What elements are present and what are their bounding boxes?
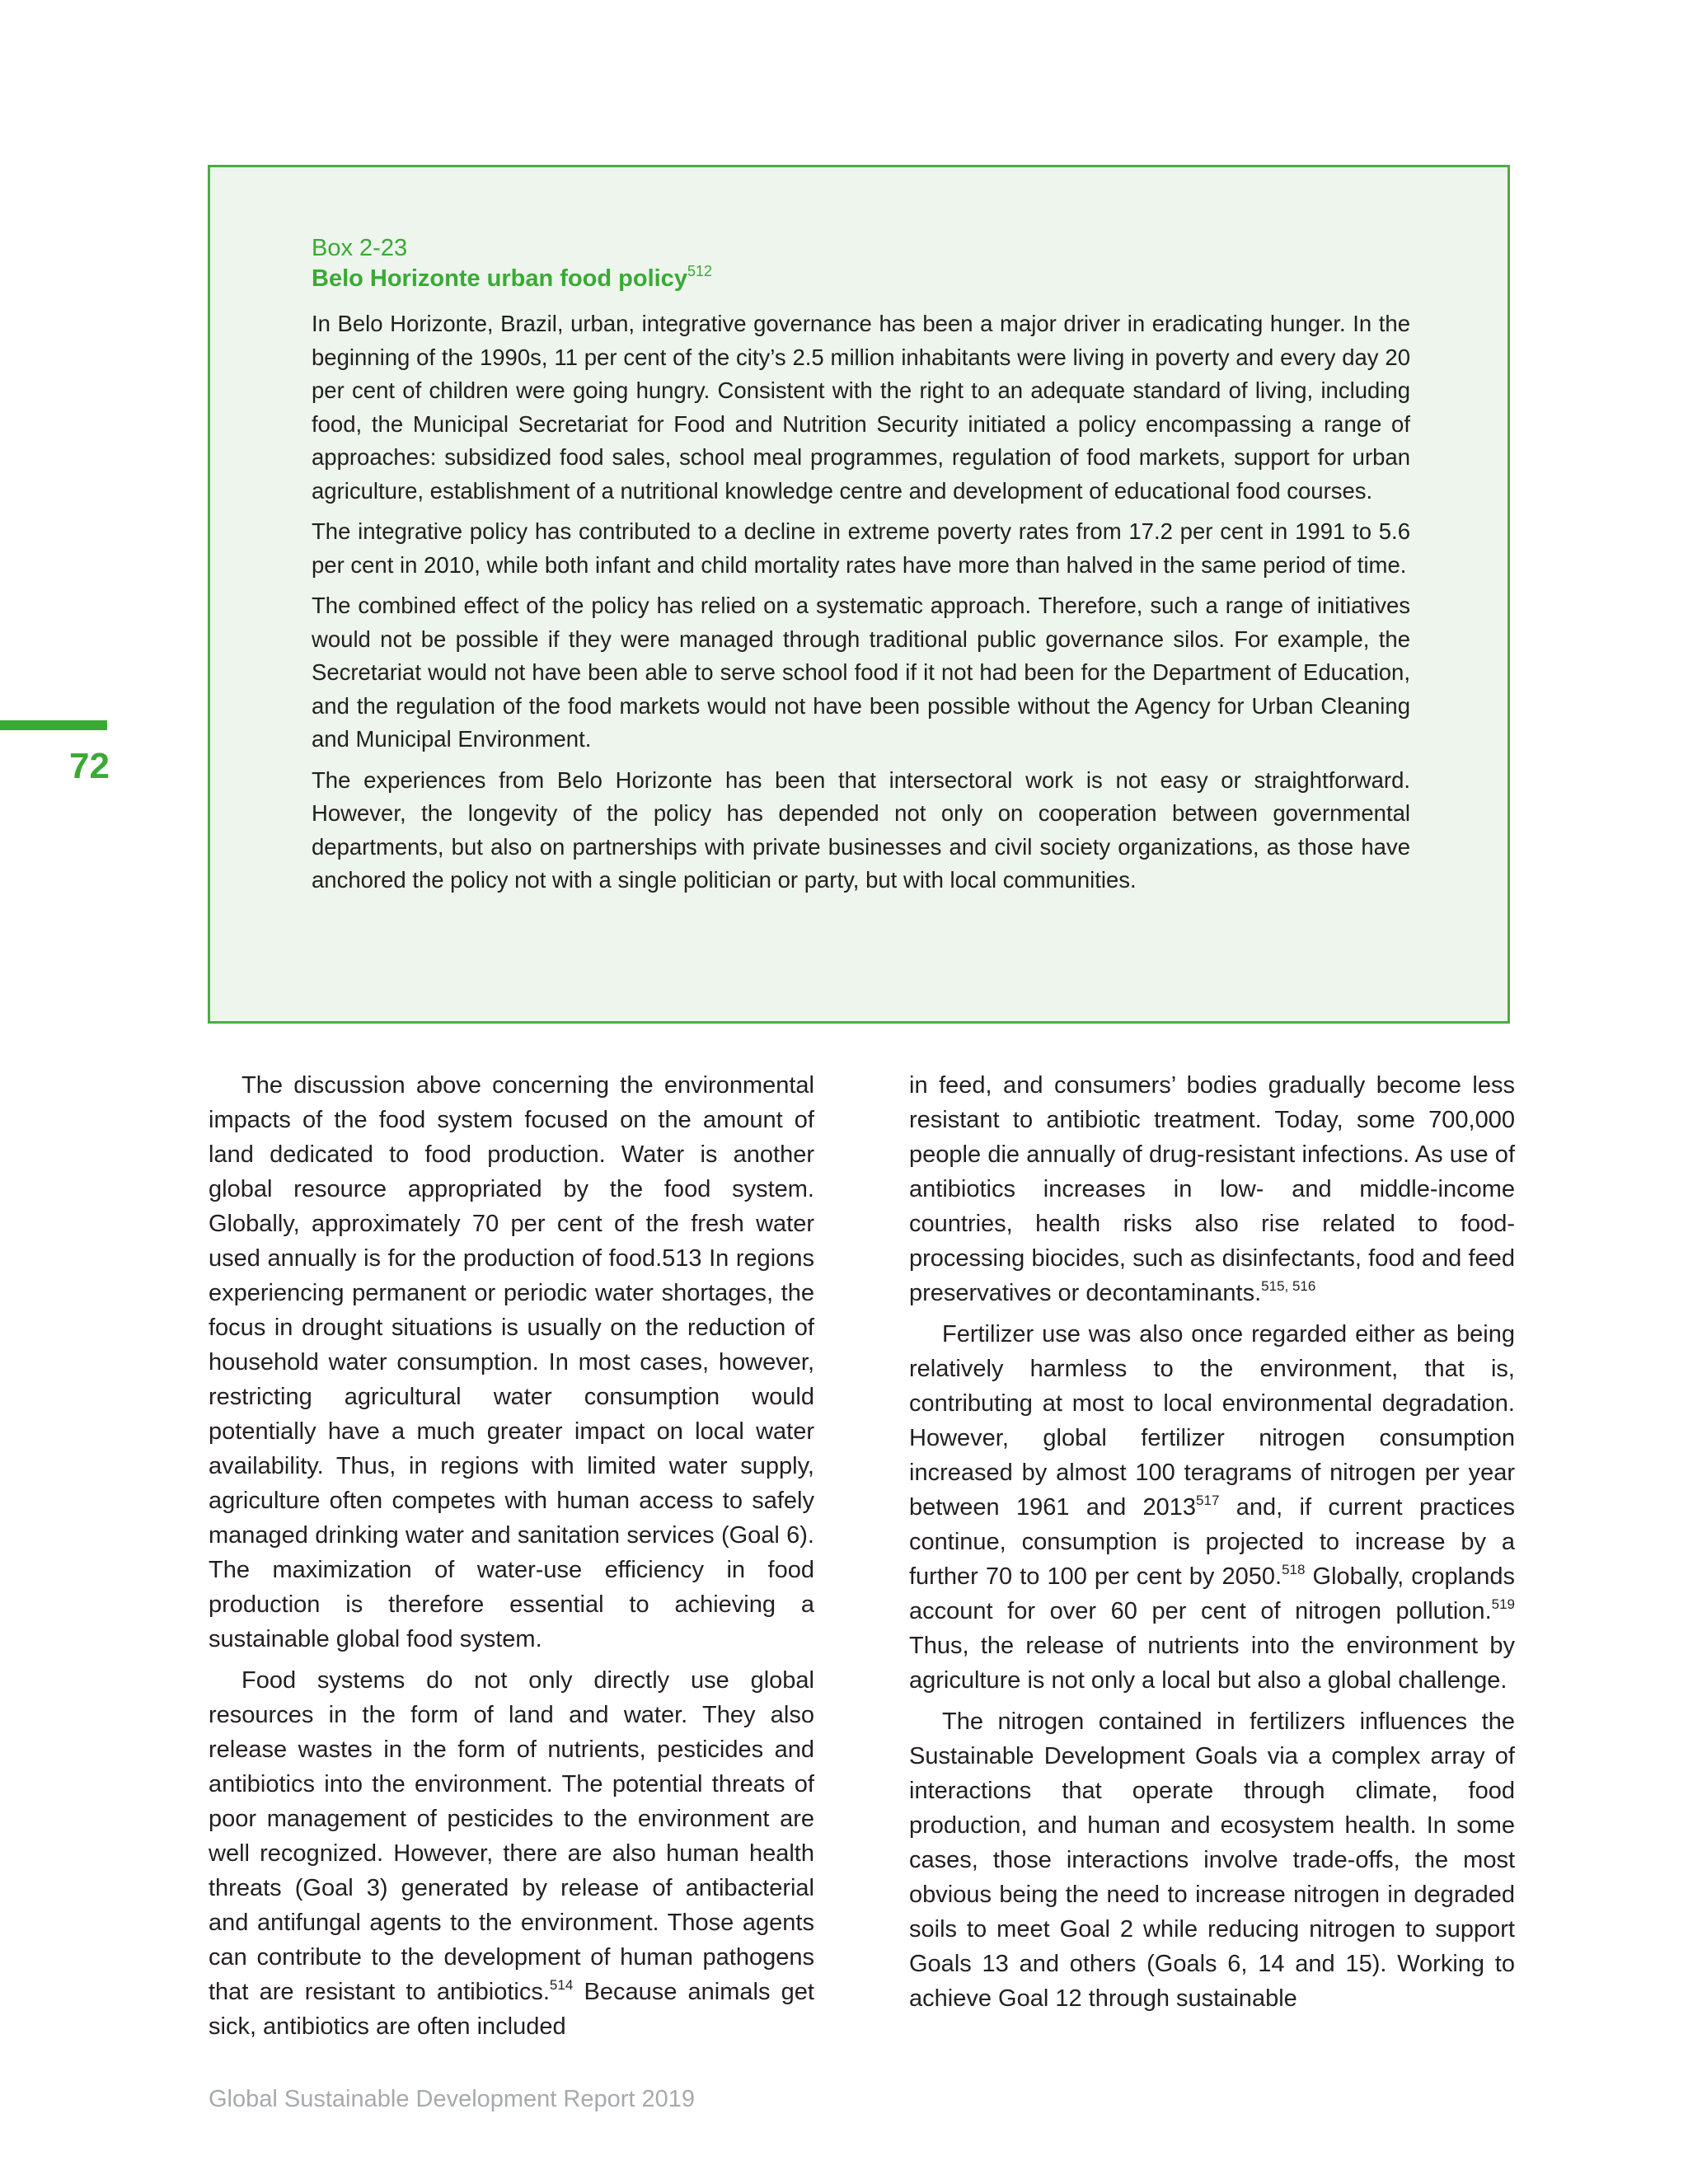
left-column	[209, 1068, 814, 2050]
footnote-ref-515-516: 515, 516	[1261, 1278, 1316, 1294]
box-title-text: Belo Horizonte urban food policy	[312, 265, 687, 292]
box-content	[312, 233, 1410, 905]
box-label: Box 2-23	[312, 235, 408, 261]
left-paragraph-2	[209, 1663, 814, 2044]
page-marker-bar	[0, 720, 107, 730]
footnote-ref-514: 514	[549, 1977, 574, 1993]
right-paragraph-2-d: Thus, the release of nutrients into the environment by agriculture is not only a local but also a global challenge.	[909, 1633, 1515, 1694]
box-paragraph-2: The integrative policy has contributed to a decline in extreme poverty rates from 17.2 per cent in 1991 to 5.6 per cent in 2010, while both infant and child mortality rates have more than halved in the same period of time.	[312, 518, 1410, 578]
footnote-ref-518: 518	[1282, 1562, 1306, 1577]
footnote-ref-519: 519	[1491, 1596, 1515, 1612]
box-title	[312, 263, 1410, 294]
left-paragraph-2-text: Food systems do not only directly use global resources in the form of land and water. They also release wastes in the form of nutrients, pesticides and antibiotics into the environment. The potential threats of poor management of pesticides to the environment are well recognized. However, there are also human health threats (Goal 3) generated by release of antibacterial and antifungal agents to the environment. Those agents can contribute to the development of human pathogens that are resistant to antibiotics.	[209, 1667, 814, 2005]
box-paragraph-3: The combined effect of the policy has relied on a systematic approach. Therefore, such a range of initiatives would not be possible if they were managed through traditional public governance silos. For example, the Secretariat would not have been able to serve school food if it not had been for the Department of Education, and the regulation of the food markets would not have been possible without the Agency for Urban Cleaning and Municipal Environment.	[312, 593, 1410, 752]
right-paragraph-1	[909, 1068, 1515, 1310]
left-paragraph-2-tail: Because animals get sick, antibiotics are often included	[209, 1979, 814, 2040]
right-paragraph-3: The nitrogen contained in fertilizers influences the Sustainable Development Goals via a complex array of interactions that operate through climate, food production, and human and ecosystem health. In some cases, those interactions involve trade-offs, the most obvious being the need to increase nitrogen in degraded soils to meet Goal 2 while reducing nitrogen to support Goals 13 and others (Goals 6, 14 and 15). Working to achieve Goal 12 through sustainable	[909, 1708, 1515, 2012]
box-paragraph-1: In Belo Horizonte, Brazil, urban, integrative governance has been a major driver in eradicating hunger. In the beginning of the 1990s, 11 per cent of the city’s 2.5 million inhabitants were living in poverty and every day 20 per cent of children were going hungry. Consistent with the right to an adequate standard of living, including food, the Municipal Secretariat for Food and Nutrition Security initiated a policy encompassing a range of approaches: subsidized food sales, school meal programmes, regulation of food markets, support for urban agriculture, establishment of a nutritional knowledge centre and development of educational food courses.	[312, 311, 1410, 504]
right-column	[909, 1068, 1515, 2022]
box-title-footnote-ref: 512	[687, 263, 712, 279]
right-paragraph-2-c: Globally, croplands account for over 60 per cent of nitrogen pollution.	[909, 1563, 1515, 1624]
right-paragraph-2	[909, 1317, 1515, 1698]
box-2-23	[208, 165, 1510, 1024]
page-number: 72	[69, 746, 110, 786]
footer-report-title: Global Sustainable Development Report 2019	[209, 2086, 696, 2112]
right-paragraph-1-text: in feed, and consumers’ bodies gradually become less resistant to antibiotic treatment. Today, some 700,000 people die annually of drug-resistant infections. As use of antibiotics increases in low- and middle-income countries, health risks also rise related to food-processing biocides, such as disinfectants, food and feed preservatives or decontaminants.	[909, 1072, 1515, 1306]
footnote-ref-517: 517	[1196, 1493, 1220, 1508]
left-paragraph-1: The discussion above concerning the environmental impacts of the food system focused on the amount of land dedicated to food production. Water is another global resource appropriated by the food system. Globally, approximately 70 per cent of the fresh water used annually is for the production of food.513 In regions experiencing permanent or periodic water shortages, the focus in drought situations is usually on the reduction of household water consumption. In most cases, however, restricting agricultural water consumption would potentially have a much greater impact on local water availability. Thus, in regions with limited water supply, agriculture often competes with human access to safely managed drinking water and sanitation services (Goal 6). The maximization of water-use efficiency in food production is therefore essential to achieving a sustainable global food system.	[209, 1072, 814, 1652]
right-paragraph-2-a: Fertilizer use was also once regarded either as being relatively harmless to the environment, that is, contributing at most to local environmental degradation. However, global fertilizer nitrogen consumption increased by almost 100 teragrams of nitrogen per year between 1961 and 2013	[909, 1321, 1515, 1521]
box-paragraph-4: The experiences from Belo Horizonte has been that intersectoral work is not easy or straightforward. However, the longevity of the policy has depended not only on cooperation between governmental departments, but also on partnerships with private businesses and civil society organizations, as those have anchored the policy not with a single politician or party, but with local communities.	[312, 766, 1410, 893]
right-paragraph-2-b: and, if current practices continue, consumption is projected to increase by a further 70 to 100 per cent by 2050.	[909, 1494, 1515, 1590]
